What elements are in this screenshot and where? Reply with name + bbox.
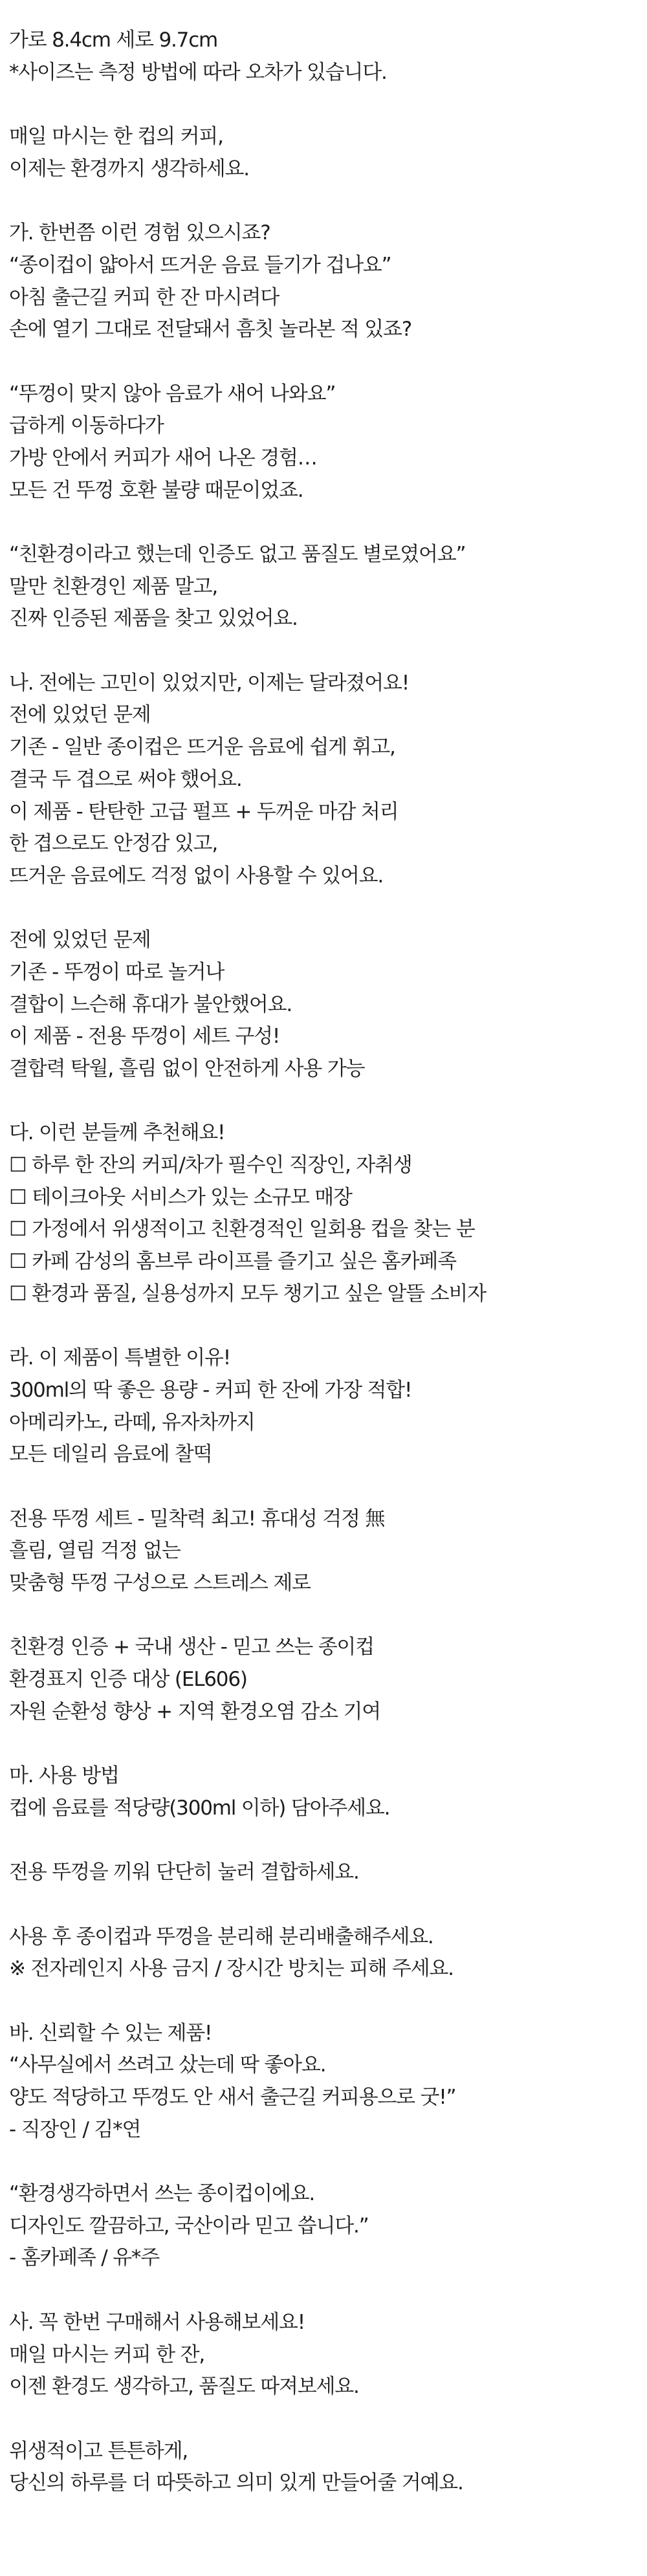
text-line: 뜨거운 음료에도 걱정 없이 사용할 수 있어요.	[9, 864, 384, 888]
text-line: 이젠 환경도 생각하고, 품질도 따져보세요.	[9, 2375, 359, 2399]
text-line: 마. 사용 방법	[9, 1764, 119, 1788]
text-line: “친환경이라고 했는데 인증도 없고 품질도 별로였어요”	[9, 543, 466, 566]
blank-line	[9, 893, 628, 925]
text-line: ※ 전자레인지 사용 금지 / 장시간 방치는 피해 주세요.	[9, 1957, 454, 1981]
blank-line	[9, 89, 628, 121]
text-line: 가. 한번쯤 이런 경험 있으시죠?	[9, 221, 270, 245]
text-line: “뚜껑이 맞지 않아 음료가 새어 나와요”	[9, 382, 336, 406]
text-line: 사. 꼭 한번 구매해서 사용해보세요!	[9, 2310, 305, 2334]
text-line: 한 겹으로도 안정감 있고,	[9, 832, 218, 856]
text-line: 디자인도 깔끔하고, 국산이라 믿고 씁니다.”	[9, 2214, 369, 2238]
text-line: 매일 마시는 한 컵의 커피,	[9, 125, 223, 149]
text-line: 가방 안에서 커피가 새어 나온 경험…	[9, 446, 317, 470]
text-line: 컵에 음료를 적당량(300ml 이하) 담아주세요.	[9, 1796, 390, 1820]
text-line: “환경생각하면서 쓰는 종이컵이에요.	[9, 2182, 315, 2206]
blank-line	[9, 1728, 628, 1760]
blank-line	[9, 635, 628, 668]
text-line: 말만 친환경인 제품 말고,	[9, 574, 218, 598]
text-line: 자원 순환성 향상 + 지역 환경오염 감소 기여	[9, 1699, 381, 1723]
text-line: 기존 - 일반 종이컵은 뜨거운 음료에 쉽게 휘고,	[9, 736, 395, 759]
text-line: 가로 8.4cm 세로 9.7cm	[9, 28, 218, 52]
text-line: ☐ 하루 한 잔의 커피/차가 필수인 직장인, 자취생	[9, 1153, 412, 1177]
text-line: 진짜 인증된 제품을 찾고 있었어요.	[9, 607, 298, 631]
blank-line	[9, 1311, 628, 1343]
text-line: 매일 마시는 커피 한 잔,	[9, 2342, 204, 2366]
blank-line	[9, 1471, 628, 1503]
text-line: 다. 이런 분들께 추천해요!	[9, 1121, 225, 1145]
blank-line	[9, 1086, 628, 1118]
blank-line	[9, 1889, 628, 1921]
text-line: 전용 뚜껑 세트 - 밀착력 최고! 휴대성 걱정 無	[9, 1507, 385, 1531]
blank-line	[9, 1600, 628, 1632]
text-line: 흘림, 열림 걱정 없는	[9, 1539, 181, 1563]
text-line: - 홈카페족 / 유*주	[9, 2246, 159, 2270]
text-line: ☐ 가정에서 위생적이고 친환경적인 일회용 컵을 찾는 분	[9, 1217, 475, 1241]
text-line: 환경표지 인증 대상 (EL606)	[9, 1668, 247, 1692]
text-line: *사이즈는 측정 방법에 따라 오차가 있습니다.	[9, 60, 387, 84]
text-line: 전에 있었던 문제	[9, 928, 151, 952]
text-line: 이 제품 - 탄탄한 고급 펄프 + 두꺼운 마감 처리	[9, 800, 399, 824]
text-line: “사무실에서 쓰려고 샀는데 딱 좋아요.	[9, 2053, 326, 2077]
text-line: 손에 열기 그대로 전달돼서 흠칫 놀라본 적 있죠?	[9, 318, 412, 342]
blank-line	[9, 2146, 628, 2178]
text-line: 맞춤형 뚜껑 구성으로 스트레스 제로	[9, 1571, 311, 1595]
text-line: 이제는 환경까지 생각하세요.	[9, 157, 249, 180]
blank-line	[9, 346, 628, 378]
blank-line	[9, 1985, 628, 2018]
text-line: ☐ 카페 감성의 홈브루 라이프를 즐기고 싶은 홈카페족	[9, 1250, 456, 1274]
text-line: “종이컵이 얇아서 뜨거운 음료 들기가 겁나요”	[9, 253, 391, 277]
text-line: 이 제품 - 전용 뚜껑이 세트 구성!	[9, 1025, 280, 1049]
text-line: 친환경 인증 + 국내 생산 - 믿고 쓰는 종이컵	[9, 1635, 374, 1659]
text-line: 결합이 느슨해 휴대가 불안했어요.	[9, 992, 292, 1016]
text-line: 아침 출근길 커피 한 잔 마시려다	[9, 285, 279, 309]
text-line: 양도 적당하고 뚜껑도 안 새서 출근길 커피용으로 굿!”	[9, 2086, 456, 2109]
text-line: 전용 뚜껑을 끼워 단단히 눌러 결합하세요.	[9, 1861, 359, 1884]
text-line: - 직장인 / 김*연	[9, 2117, 141, 2141]
text-line: 결합력 탁월, 흘림 없이 안전하게 사용 가능	[9, 1057, 365, 1080]
text-line: 모든 데일리 음료에 찰떡	[9, 1443, 212, 1467]
text-line: 바. 신뢰할 수 있는 제품!	[9, 2021, 212, 2045]
text-line: 나. 전에는 고민이 있었지만, 이제는 달라졌어요!	[9, 671, 409, 695]
text-line: ☐ 테이크아웃 서비스가 있는 소규모 매장	[9, 1185, 352, 1209]
text-line: 기존 - 뚜껑이 따로 놀거나	[9, 960, 225, 984]
blank-line	[9, 2275, 628, 2307]
text-line: 사용 후 종이컵과 뚜껑을 분리해 분리배출해주세요.	[9, 1925, 433, 1948]
blank-line	[9, 507, 628, 539]
text-line: 라. 이 제품이 특별한 이유!	[9, 1346, 230, 1370]
text-line: 결국 두 겹으로 써야 했어요.	[9, 767, 242, 791]
text-line: 위생적이고 튼튼하게,	[9, 2439, 188, 2463]
text-line: 300ml의 딱 좋은 용량 - 커피 한 잔에 가장 적합!	[9, 1378, 412, 1402]
blank-line	[9, 185, 628, 217]
text-line: 급하게 이동하다가	[9, 414, 164, 438]
text-line: 아메리카노, 라떼, 유자차까지	[9, 1410, 255, 1434]
blank-line	[9, 1825, 628, 1857]
text-line: 전에 있었던 문제	[9, 703, 151, 727]
text-line: 모든 건 뚜껑 호환 불량 때문이었죠.	[9, 478, 303, 502]
text-line: 당신의 하루를 더 따뜻하고 의미 있게 만들어줄 거예요.	[9, 2471, 463, 2495]
blank-line	[9, 2403, 628, 2436]
text-line: ☐ 환경과 품질, 실용성까지 모두 챙기고 싶은 알뜰 소비자	[9, 1282, 486, 1305]
